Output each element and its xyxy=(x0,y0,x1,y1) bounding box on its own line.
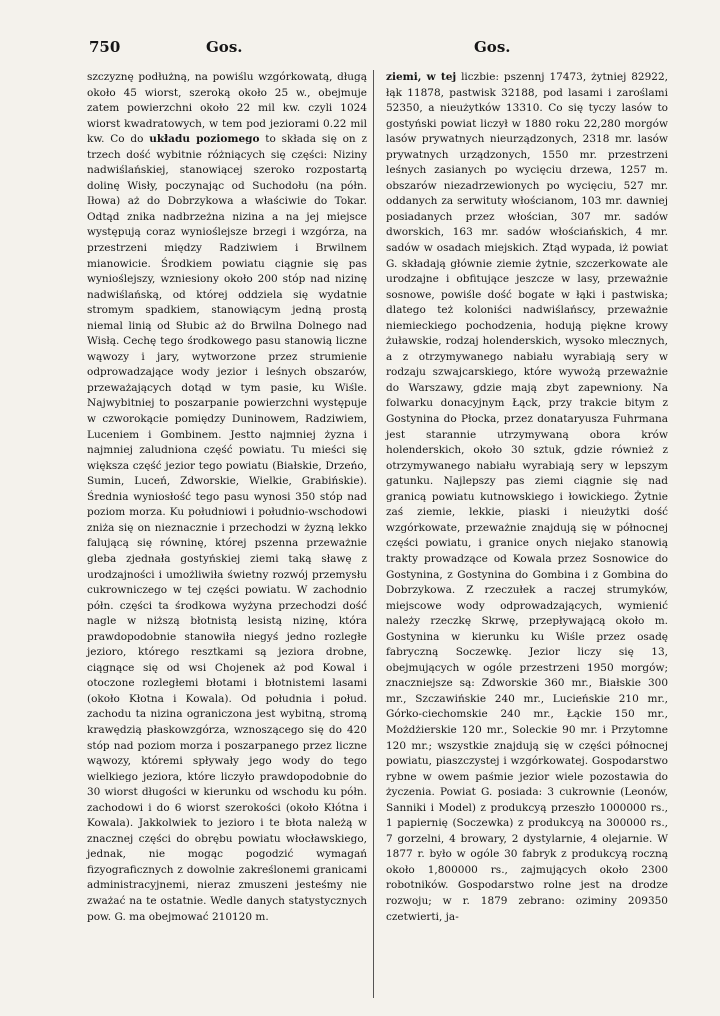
running-head-left: Gos. xyxy=(206,38,243,56)
right-text-a: liczbie: pszennj 17473, żytniej 82922, łąk 11878, pastwisk 32188, pod lasami i zaroślami 52350, a nieużytków 13310. Co się tyczy lasów to gostyński powiat liczył w 1880 roku 22,280 morgów lasów prywatnych nieurządzonych, 2318 mr. lasów prywatnych urządzonych, 1550 mr. przestrzeni leśnych zasianych po wycięciu drzewa, 1257 m. obszarów niezadrzewionych po wycięciu, 527 mr. oddanych za serwituty włościanom, 103 mr. dawniej posiadanych przez włościan, 307 mr. sadów dworskich, 163 mr. sadów włościańskich, 4 mr. sadów w osadach miejskich. Ztąd wypada, iż powiat G. składają głównie ziemie żytnie, szczerkowate ale urodzajne i obfitujące jeszcze w lasy, przeważnie sosnowe, powiśle dość bogate w łąki i pastwiska; dlatego też koloniści nadwiślańscy, przeważnie niemieckiego pochodzenia, hodują piękne krowy żuławskie, rodzaj holenderskich, wysoko mlecznych, a z otrzymywanego nabiału wyrabiają sery w rodzaju szwajcarskiego, które wywożą przeważnie do Warszawy, gdzie mają zbyt zapewniony. Na folwarku donacyjnym Łąck, przy trakcie bitym z Gostynina do Płocka, przez donataryusza Fuhrmana jest starannie utrzymywaną obora krów holenderskich, około 30 sztuk, gdzie również z otrzymywanego nabiału wyrabiają sery w lepszym gatunku. Najlepszy pas ziemi ciągnie się nad granicą powiatu kutnowskiego i łowickiego. Żytnie zaś ziemie, lekkie, piaski i nieużytki dość wzgórkowate, przeważnie znajdują się w północnej części powiatu, i granice onych niejako stanowią trakty prowadzące od Kowala przez Sosnowice do Gostynina, z Gostynina do Gombina i z Gombina do Dobrzykowa. Z rzeczułek a raczej strumyków, miejscowe wody odprowadzających, wymienić należy rzeczkę Skrwę, przepływającą około m. Gostynina w kierunku ku Wiśle przez osadę fabryczną Soczewkę. Jezior liczy się 13, obejmujących w ogóle przestrzeni 1950 morgów; znaczniejsze są: Zdworskie 360 mr., Białskie 300 mr., Szczawińskie 240 mr., Lucieńskie 210 mr., Górko-ciechomskie 240 mr., Łąckie 150 mr., Możdżierskie 120 mr., Soleckie 90 mr. i Przytomne 120 mr.; wszystkie znajdują się w części północnej powiatu, piaszczystej i wzgórkowatej. Gospodarstwo rybne w owem paśmie jezior wiele pozostawia do życzenia. Powiat G. posiada: 3 cukrownie (Leonów, Sanniki i Model) z produkcyą przeszło 1000000 rs., 1 papiernię (Soczewka) z produkcyą na 300000 rs., 7 gorzelni, 4 browary, 2 dystylarnie, 4 olejarnie. W 1877 r. było w ogóle 30 fabryk z produkcyą roczną około 1,800000 rs., zajmujących około 2300 robotników. Gospodarstwo rolne jest na drodze rozwoju; w r. 1879 zebrano: oziminy 209350 czetwierti, ja- xyxy=(386,71,668,923)
right-column xyxy=(386,70,668,925)
left-text-a: szczyznę podłużną, na powiślu wzgórkowatą, długą około 45 wiorst, szeroką około 25 w., obejmuje zatem powierzchni około 22 mil kw. czyli 1024 wiorst kwadratowych, w tem pod jeziorami 0.22 mil kw. Co do xyxy=(87,71,367,146)
page-header xyxy=(0,38,720,62)
left-column xyxy=(87,70,374,998)
left-bold-term: układu poziomego xyxy=(149,133,260,146)
running-head-right: Gos. xyxy=(474,38,511,56)
right-paragraph xyxy=(386,70,668,925)
page-number: 750 xyxy=(89,38,121,56)
right-bold-start: ziemi, w tej xyxy=(386,71,457,83)
left-paragraph xyxy=(87,70,367,925)
left-text-b: to składa się on z trzech dość wybitnie różniących się części: Niziny nadwiślańskiej, stanowiącej szeroko rozpostartą dolinę Wisły, poczynając od Suchodołu (na półn. Iłowa) aż do Dobrzykowa a właściwie do Tokar. Odtąd znika nadbrzeżna nizina a na jej miejsce występują coraz wynioślejsze brzegi i wzgórza, na przestrzeni między Radziwiem i Brwilnem mianowicie. Środkiem powiatu ciągnie się pas wynioślejszy, wzniesiony około 200 stóp nad nizinę nadwiślańską, od której oddziela się wydatnie stromym spadkiem, stanowiącym jedną prostą niemal linią od Słubic aż do Brwilna Dolnego nad Wisłą. Cechę tego środkowego pasu stanowią liczne wąwozy i jary, wytworzone przez strumienie odprowadzające wody jezior i leśnych obszarów, przeważających dotąd w tym pasie, ku Wiśle. Najwybitniej to poszarpanie powierzchni występuje w czworokącie pomiędzy Duninowem, Radziwiem, Luceniem i Gombinem. Jestto najmniej żyzna i najmniej zaludniona część powiatu. Tu mieści się większa część jezior tego powiatu (Białskie, Drzeńo, Sumin, Luceń, Zdworskie, Wielkie, Grabińskie). Średnia wyniosłość tego pasu wynosi 350 stóp nad poziom morza. Ku południowi i południo-wschodowi zniża się on nieznacznie i przechodzi w żyzną lekko falującą się równinę, której pszenna przeważnie gleba zjednała gostyńskiej ziemi taką sławę z urodzajności i umożliwiła świetny rozwój przemysłu cukrowniczego w tej części powiatu. W zachodnio półn. części ta środkowa wyżyna przechodzi dość nagle w niższą błotnistą lesistą nizinę, która prawdopodobnie stanowiła niegyś jedno rozległe jezioro, którego resztkami są jeziora drobne, ciągnące się od wsi Chojenek aż pod Kowal i otoczone rozległemi błotami i błotnistemi lasami (około Kłotna i Kowala). Od południa i połud. zachodu ta nizina ograniczona jest wybitną, stromą krawędzią płaskowzgórza, wznoszącego się do 420 stóp nad poziom morza i poszarpanego przez liczne wąwozy, któremi spływały jego wody do tego wielkiego jeziora, które liczyło prawdopodobnie do 30 wiorst długości w kierunku od wschodu ku półn. zachodowi i do 6 wiorst szerokości (około Kłótna i Kowala). Jakkolwiek to jezioro i te błota należą w znacznej części do obrębu powiatu włocławskiego, jednak, nie mogąc pogodzić wymagań fizyograficznych z dowolnie zakreślonemi granicami administracyjnemi, nieraz zmuszeni jesteśmy nie zważać na te ostatnie. Wedle danych statystycznych pow. G. ma obejmować 210120 m. xyxy=(87,133,368,923)
